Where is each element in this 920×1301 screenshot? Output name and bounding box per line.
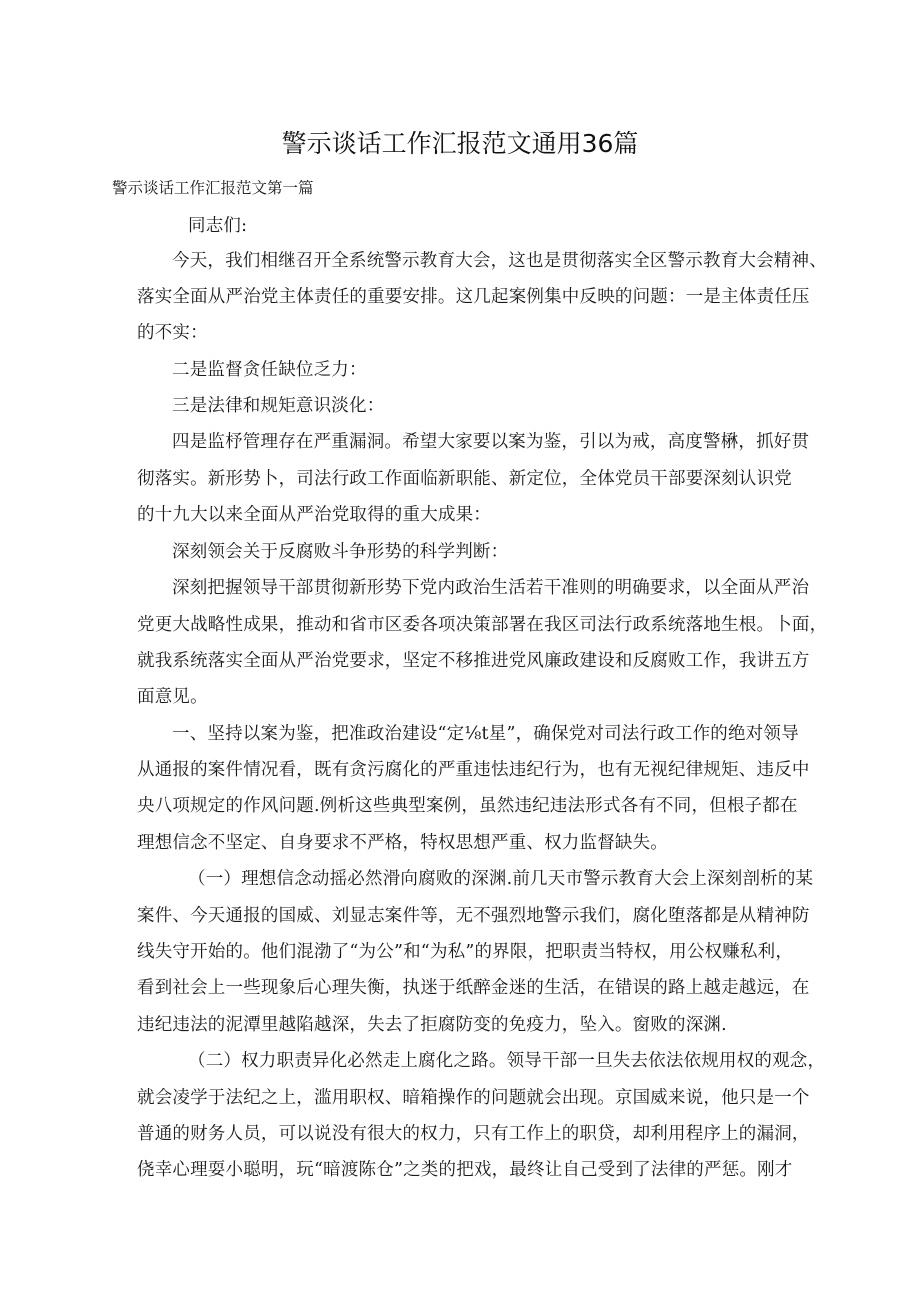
paragraph-line: 侥幸心理耍小聪明，玩“暗渡陈仓”之类的把戏，最终让自己受到了法律的严惩。刚才 (137, 1160, 793, 1180)
section-subtitle: 警示谈话工作汇报范文第一篇 (112, 179, 314, 197)
paragraph-line: 看到社会上一些现象后心理失衡，执迷于纸醉金迷的生活，在错误的路上越走越远，在 (137, 978, 810, 998)
paragraph-line: 就我系统落实全面从严治党要求，坚定不移推进党风廉政建设和反腐败工作，我讲五方 (137, 651, 810, 671)
paragraph-line: 四是监杼管理存在严重漏洞。希望大家要以案为鉴，引以为戒，高度警楙，抓好贯 (172, 432, 810, 452)
paragraph-line: 理想信念不坚定、自身要求不严格，特权思想严重、权力监督缺失。 (137, 833, 668, 853)
paragraph-line: 就会凌学于法纪之上，滥用职权、暗箱操作的问题就会出现。京国威来说，他只是一个 (137, 1088, 810, 1108)
paragraph-line: 二是监督贪任缺位乏力： (172, 360, 367, 380)
paragraph-line: 普通的财务人员，可以说没有很大的权力，只有工作上的职贷，却利用程序上的漏洞， (137, 1124, 810, 1144)
paragraph-line: 今天，我们相继召开全系统警示教育大会，这也是贯彻落实全区警示教育大会精神、 (172, 251, 827, 271)
paragraph-line: 党更大战略性成果，推动和省市区委各项决策部署在我区司法行政系统落地生根。卜面， (137, 615, 828, 635)
paragraph-line: 线失守开始的。他们混渤了“为公”和“为私”的界限，把职责当特权，用公权赚私利， (137, 942, 794, 962)
paragraph-line: 深刻把握领导干部贯彻新形势下党内政治生活若干准则的明确要求，以全面从严治 (172, 578, 810, 598)
document-title: 警示谈话工作汇报范文通用36篇 (281, 129, 639, 158)
paragraph-line: 的不实： (137, 323, 208, 343)
paragraph-line: 违纪违法的泥潭里越陷越深，失去了拒腐防变的免疫力，坠入。窗败的深渊. (137, 1015, 727, 1035)
paragraph-line: 深刻领会关于反腐败斗争形势的科学判断： (172, 542, 509, 562)
paragraph-line: 落实全面从严治党主体责任的重要安排。这几起案例集中反映的问题：一是主体责任压 (137, 287, 810, 307)
paragraph-line: 从通报的案件情况看，既有贪污腐化的严重违怯违纪行为，也有无视纪律规矩、违反中 (137, 760, 810, 780)
paragraph-line: 的十九大以来全面从严治党取得的重大成果： (137, 505, 491, 525)
paragraph-line: 央八项规定的作风问题.例析这些典型案例，虽然违纪违法形式各有不同，但根子都在 (137, 796, 798, 816)
paragraph-line: 面意见。 (137, 687, 208, 707)
paragraph-line: 彻落实。新形势卜，司法行政工作面临新职能、新定位，全体党员干部要深刻认识党 (137, 469, 792, 489)
paragraph-line: 三是法律和规矩意识淡化： (172, 396, 385, 416)
paragraph-line: 同志们: (188, 216, 248, 236)
paragraph-line: （一）理想信念动摇必然滑向腐败的深渊.前几天市警示教育大会上深刻剖析的某 (188, 869, 814, 889)
paragraph-line: 案件、今天通报的国威、刘显志案件等，无不强烈地警示我们，腐化堕落都是从精神防 (137, 906, 810, 926)
paragraph-line: 一、坚持以案为鉴，把准政治建设“定⅛t星”，确保党对司法行政工作的绝对领导 (172, 724, 799, 744)
paragraph-line: （二）权力职责异化必然走上腐化之路。领导干部一旦失去依法依规用权的观念， (188, 1051, 826, 1071)
